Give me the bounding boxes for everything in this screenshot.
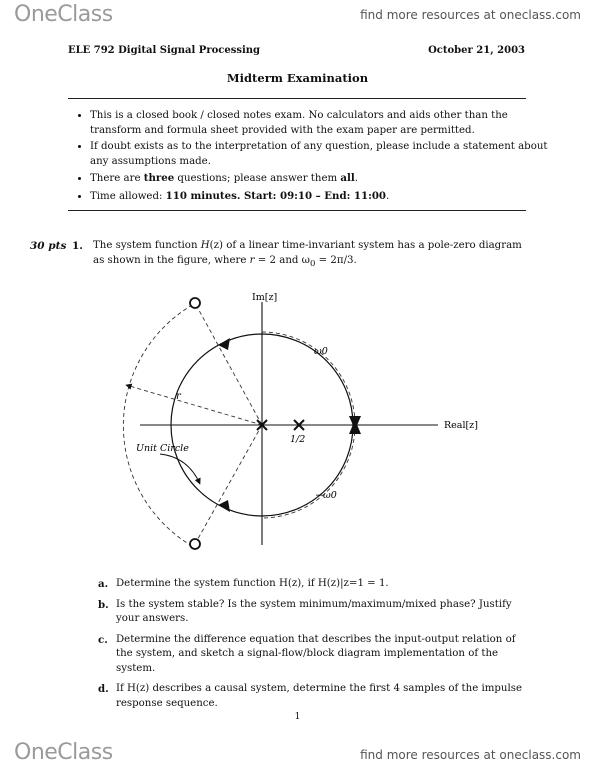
- part-c: c. Determine the difference equation that describes the input-output relation of the system, and sketch a signal-flow/block diagram implementation of the system.: [98, 633, 516, 674]
- divider-top: [68, 98, 526, 99]
- half-label: 1/2: [290, 434, 306, 445]
- question-parts: [96, 577, 526, 717]
- ray-upper: [195, 303, 262, 425]
- unit-circle-pointer: [160, 454, 200, 484]
- oneclass-logo: OneClass: [14, 2, 113, 27]
- ray-lower: [195, 425, 262, 544]
- instructions-list: [68, 109, 548, 206]
- radius-arrow: [126, 385, 262, 425]
- instruction-item: • Time allowed: 110 minutes. Start: 09:10 – End: 11:00.: [90, 189, 548, 205]
- imag-axis-label: Im[z]: [252, 292, 278, 303]
- instruction-item: • This is a closed book / closed notes exam. No calculators and aids other than the transform and formula sheet provided with the exam paper are permitted.: [90, 109, 548, 138]
- arrowhead-lower: [218, 500, 230, 512]
- omega-pos-label: ω0: [314, 346, 328, 357]
- page-title: Midterm Examination: [226, 71, 369, 85]
- question-points: 30 pts: [30, 240, 67, 252]
- question-number: 1.: [72, 240, 83, 252]
- unit-circle-label: Unit Circle: [136, 443, 189, 454]
- instruction-item: • If doubt exists as to the interpretation of any question, please include a statement about any assumptions made.: [90, 140, 548, 169]
- oneclass-logo-footer: OneClass: [14, 740, 113, 765]
- instruction-item: • There are three questions; please answer them all.: [90, 171, 548, 187]
- part-b: b. Is the system stable? Is the system minimum/maximum/mixed phase? Justify your answers.: [98, 598, 512, 624]
- resources-banner[interactable]: find more resources at oneclass.com: [360, 8, 581, 22]
- zero-upper-marker: [190, 298, 200, 308]
- arrowhead-right-up: [349, 420, 361, 434]
- pole-zero-diagram: [108, 282, 488, 557]
- course-title: ELE 792 Digital Signal Processing: [68, 45, 261, 56]
- question-text: The system function H(z) of a linear time-invariant system has a pole-zero diagram as shown in the figure, where r = 2 and $\omega_0 = 2\pi/3$.: [93, 240, 522, 269]
- divider-bottom: [68, 210, 526, 211]
- part-d: d. If H(z) describes a causal system, determine the first 4 samples of the impulse response sequence.: [98, 683, 522, 709]
- page-number: 1: [294, 712, 301, 722]
- omega-arc-upper: [262, 332, 355, 425]
- exam-date: October 21, 2003: [428, 45, 525, 56]
- radius-label: r: [176, 391, 181, 402]
- resources-banner-footer[interactable]: find more resources at oneclass.com: [360, 748, 581, 762]
- omega-arc-lower: [262, 425, 355, 518]
- omega-neg-label: −ω0: [315, 490, 337, 501]
- zero-lower-marker: [190, 539, 200, 549]
- real-axis-label: Real[z]: [444, 420, 478, 431]
- part-a: a. Determine the system function H(z), if H(z)|z=1 = 1.: [98, 578, 389, 590]
